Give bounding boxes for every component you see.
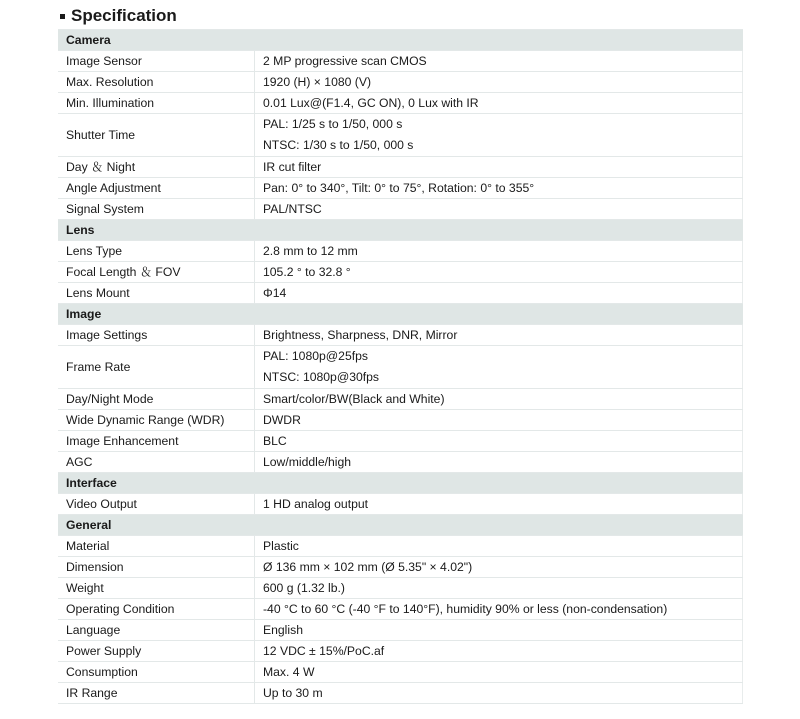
section-title: Interface xyxy=(58,473,743,494)
spec-key: AGC xyxy=(58,452,255,473)
spec-value: 12 VDC ± 15%/PoC.af xyxy=(263,644,385,658)
spec-row xyxy=(58,283,743,304)
spec-value: Pan: 0° to 340°, Tilt: 0° to 75°, Rotation: 0° to 355° xyxy=(263,181,535,195)
spec-value-cell xyxy=(255,157,743,178)
section-header xyxy=(58,220,743,241)
spec-table xyxy=(58,29,743,704)
spec-row xyxy=(58,641,743,662)
spec-key: Consumption xyxy=(58,662,255,683)
spec-value-cell xyxy=(255,431,743,452)
spec-value-cell xyxy=(255,199,743,220)
spec-key: Lens Mount xyxy=(58,283,255,304)
spec-value: -40 °C to 60 °C (-40 °F to 140°F), humidity 90% or less (non-condensation) xyxy=(263,602,668,616)
section-header xyxy=(58,473,743,494)
spec-key: Image Sensor xyxy=(58,51,255,72)
spec-key: Operating Condition xyxy=(58,599,255,620)
spec-value-cell xyxy=(255,346,743,389)
spec-row xyxy=(58,410,743,431)
spec-value: Max. 4 W xyxy=(263,665,315,679)
spec-key: Day ＆ Night xyxy=(58,157,255,178)
spec-key: Min. Illumination xyxy=(58,93,255,114)
spec-value-cell xyxy=(255,93,743,114)
spec-value: Plastic xyxy=(263,539,299,553)
spec-row xyxy=(58,683,743,704)
spec-value: PAL: 1/25 s to 1/50, 000 s xyxy=(263,117,403,131)
spec-row xyxy=(58,599,743,620)
spec-value: 0.01 Lux@(F1.4, GC ON), 0 Lux with IR xyxy=(263,96,479,110)
spec-value-cell xyxy=(255,51,743,72)
spec-row xyxy=(58,578,743,599)
spec-row xyxy=(58,157,743,178)
section-title: General xyxy=(58,515,743,536)
spec-value: DWDR xyxy=(263,413,301,427)
spec-row xyxy=(58,346,743,389)
spec-key: Dimension xyxy=(58,557,255,578)
spec-value: NTSC: 1080p@30fps xyxy=(263,370,380,384)
spec-value: Low/middle/high xyxy=(263,455,352,469)
spec-row xyxy=(58,72,743,93)
spec-key: Weight xyxy=(58,578,255,599)
spec-value-cell xyxy=(255,599,743,620)
spec-key: Material xyxy=(58,536,255,557)
spec-key: Focal Length ＆ FOV xyxy=(58,262,255,283)
spec-value: Up to 30 m xyxy=(263,686,323,700)
spec-row xyxy=(58,431,743,452)
title-text: Specification xyxy=(71,6,177,25)
spec-value-cell xyxy=(255,114,743,157)
spec-row xyxy=(58,557,743,578)
spec-row xyxy=(58,93,743,114)
spec-value-cell xyxy=(255,262,743,283)
spec-key: Video Output xyxy=(58,494,255,515)
spec-row xyxy=(58,178,743,199)
spec-value-cell xyxy=(255,389,743,410)
spec-value: 105.2 ° to 32.8 ° xyxy=(263,265,351,279)
spec-key: IR Range xyxy=(58,683,255,704)
spec-value: PAL/NTSC xyxy=(263,202,322,216)
spec-row xyxy=(58,199,743,220)
spec-key: Signal System xyxy=(58,199,255,220)
spec-row xyxy=(58,494,743,515)
spec-value-cell xyxy=(255,72,743,93)
spec-value-cell xyxy=(255,557,743,578)
spec-value: BLC xyxy=(263,434,287,448)
spec-value: 1 HD analog output xyxy=(263,497,369,511)
spec-row xyxy=(58,452,743,473)
page-title xyxy=(60,6,177,26)
spec-value: Brightness, Sharpness, DNR, Mirror xyxy=(263,328,458,342)
spec-key: Angle Adjustment xyxy=(58,178,255,199)
spec-value-cell xyxy=(255,494,743,515)
spec-value-cell xyxy=(255,536,743,557)
spec-value-cell xyxy=(255,325,743,346)
spec-key: Language xyxy=(58,620,255,641)
spec-value-cell xyxy=(255,620,743,641)
spec-row xyxy=(58,262,743,283)
spec-value-cell xyxy=(255,662,743,683)
spec-key: Frame Rate xyxy=(58,346,255,389)
spec-value: IR cut filter xyxy=(263,160,322,174)
spec-value-cell xyxy=(255,578,743,599)
section-title: Camera xyxy=(58,30,743,51)
spec-value: Φ14 xyxy=(263,286,287,300)
spec-value-cell xyxy=(255,283,743,304)
section-header xyxy=(58,515,743,536)
spec-value: 1920 (H) × 1080 (V) xyxy=(263,75,372,89)
spec-row xyxy=(58,389,743,410)
spec-key: Wide Dynamic Range (WDR) xyxy=(58,410,255,431)
section-title: Image xyxy=(58,304,743,325)
spec-key: Max. Resolution xyxy=(58,72,255,93)
spec-key: Image Enhancement xyxy=(58,431,255,452)
section-header xyxy=(58,304,743,325)
spec-value: PAL: 1080p@25fps xyxy=(263,349,368,363)
spec-row xyxy=(58,325,743,346)
spec-row xyxy=(58,662,743,683)
spec-key: Power Supply xyxy=(58,641,255,662)
spec-value-cell xyxy=(255,683,743,704)
spec-value: English xyxy=(263,623,303,637)
spec-value-cell xyxy=(255,641,743,662)
spec-key: Day/Night Mode xyxy=(58,389,255,410)
section-title: Lens xyxy=(58,220,743,241)
spec-value-cell xyxy=(255,178,743,199)
spec-row xyxy=(58,241,743,262)
spec-value: Ø 136 mm × 102 mm (Ø 5.35" × 4.02") xyxy=(263,560,473,574)
spec-value: 2.8 mm to 12 mm xyxy=(263,244,358,258)
spec-value: 2 MP progressive scan CMOS xyxy=(263,54,427,68)
spec-row xyxy=(58,536,743,557)
spec-value-cell xyxy=(255,410,743,431)
spec-row xyxy=(58,114,743,157)
spec-value: Smart/color/BW(Black and White) xyxy=(263,392,445,406)
section-header xyxy=(58,30,743,51)
spec-key: Image Settings xyxy=(58,325,255,346)
spec-row xyxy=(58,620,743,641)
spec-value: NTSC: 1/30 s to 1/50, 000 s xyxy=(263,138,414,152)
spec-row xyxy=(58,51,743,72)
spec-value-cell xyxy=(255,241,743,262)
spec-value-cell xyxy=(255,452,743,473)
spec-value: 600 g (1.32 lb.) xyxy=(263,581,345,595)
bullet-icon xyxy=(60,14,65,19)
spec-key: Lens Type xyxy=(58,241,255,262)
spec-key: Shutter Time xyxy=(58,114,255,157)
